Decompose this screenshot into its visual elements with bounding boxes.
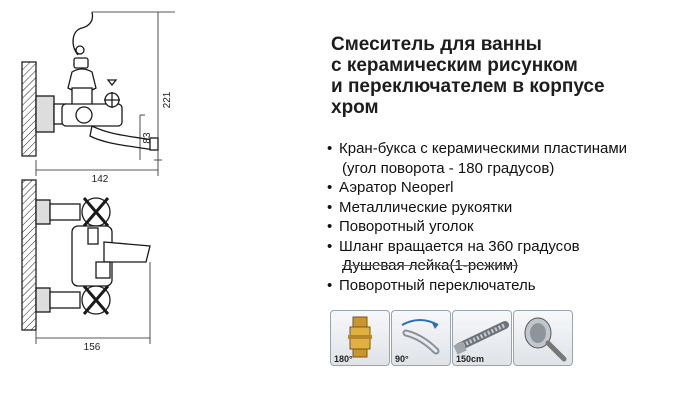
wall-hatch-bottom xyxy=(22,180,36,330)
feature-item-continuation: (угол поворота - 180 градусов) xyxy=(342,159,555,177)
dim-221: 221 xyxy=(162,91,173,109)
dim-142: 142 xyxy=(91,174,109,185)
thumbnail-caption: 150cm xyxy=(456,354,485,364)
thumbnail-swivel xyxy=(391,310,451,366)
dim-156: 156 xyxy=(83,342,101,353)
dim-83: 83 xyxy=(142,132,153,144)
wall-flange-top xyxy=(36,96,54,132)
feature-item: • Поворотный переключатель xyxy=(327,276,692,296)
thumbnail-cartridge xyxy=(330,310,390,366)
title-line: Смеситель для ванны xyxy=(331,34,542,55)
wall-hatch-top xyxy=(22,62,36,156)
thumbnail-caption: 180° xyxy=(334,354,353,364)
front-view xyxy=(22,180,150,330)
feature-item: • Аэратор Neoperl xyxy=(327,178,692,198)
thumbnail-shower-head xyxy=(513,310,573,366)
dimension-lines-top xyxy=(36,12,175,176)
thumbnail-hose xyxy=(452,310,512,366)
feature-item: • Кран-букса с керамическими пластинами xyxy=(327,139,692,159)
title-line: и переключателем в корпусе xyxy=(331,76,605,97)
side-view xyxy=(22,12,158,156)
feature-item: • Поворотный уголок xyxy=(327,217,692,237)
features-list xyxy=(327,139,692,295)
title-line: с керамическим рисунком xyxy=(331,55,578,76)
feature-item: • Шланг вращается на 360 градусов xyxy=(327,237,692,257)
feature-item: • Металлические рукоятки xyxy=(327,198,692,218)
thumbnail-caption: 90° xyxy=(395,354,409,364)
technical-drawing xyxy=(0,0,320,404)
product-title xyxy=(331,34,686,118)
shower-head-icon xyxy=(514,311,572,365)
feature-item-struck: Душевая лейка(1-режим) xyxy=(342,257,519,274)
title-line: хром xyxy=(331,97,379,118)
